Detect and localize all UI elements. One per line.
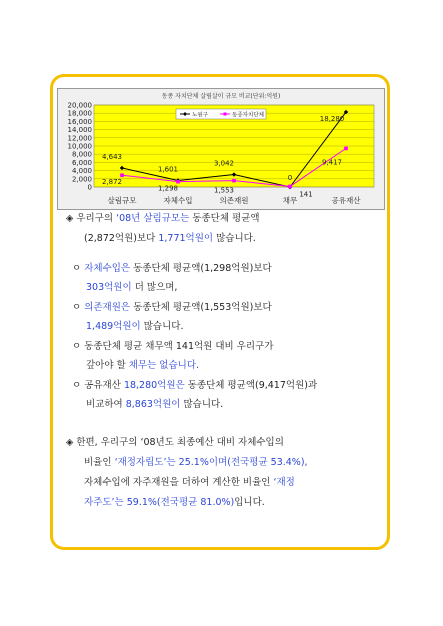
x-tick-label: 자체수입 bbox=[163, 196, 193, 205]
y-tick-label: 8,000 bbox=[71, 150, 92, 159]
paragraph-1-line-2 bbox=[84, 232, 256, 246]
paragraph-2-line-1 bbox=[72, 262, 272, 276]
text-segment: (2,872억원)보다 bbox=[84, 233, 159, 244]
text-segment: 많습니다. bbox=[140, 321, 184, 332]
x-tick-label: 공유재산 bbox=[331, 196, 361, 205]
text-segment: 많습니다. bbox=[213, 233, 256, 244]
paragraph-5-line-1 bbox=[72, 379, 317, 393]
line-chart bbox=[58, 89, 384, 209]
y-tick-label: 18,000 bbox=[67, 109, 92, 118]
text-segment: 자체수입에 자주재원을 더하여 계산한 비율인 bbox=[84, 477, 274, 488]
text-segment: ◈ 한편, 우리구의 ‘08년도 최종예산 대비 자체수입의 bbox=[66, 437, 284, 448]
highlight-text: 1,771억원이 bbox=[158, 233, 214, 244]
highlight-text: ‘재정 bbox=[273, 477, 295, 488]
paragraph-4-line-1 bbox=[72, 340, 273, 354]
y-tick-label: 16,000 bbox=[67, 117, 92, 126]
paragraph-5-line-2 bbox=[86, 398, 223, 412]
highlight-text: 8,863억원이 bbox=[125, 399, 181, 410]
data-label: 18,280 bbox=[319, 115, 345, 124]
highlight-text: 303억원이 bbox=[86, 282, 132, 293]
text-segment: 더 많으며, bbox=[131, 282, 178, 293]
data-label: 1,298 bbox=[157, 184, 179, 193]
y-tick-label: 6,000 bbox=[71, 158, 92, 167]
paragraph-3-line-2 bbox=[86, 320, 183, 334]
highlight-text: 자주도’는 59.1%(전국평균 81.0%) bbox=[84, 497, 235, 508]
data-point bbox=[232, 179, 236, 183]
highlight-text: 18,280억원은 bbox=[123, 380, 185, 391]
legend-label: 노원구 bbox=[192, 112, 208, 119]
paragraph-6-line-3 bbox=[84, 476, 295, 490]
y-tick-label: 0 bbox=[87, 183, 92, 192]
paragraph-6-line-2 bbox=[84, 456, 308, 470]
highlight-text: 자체수입은 bbox=[84, 263, 131, 274]
chart-area bbox=[57, 88, 385, 210]
text-segment: 동종단체 평균액 bbox=[189, 213, 260, 224]
y-tick-label: 12,000 bbox=[67, 134, 92, 143]
paragraph-6-line-4 bbox=[84, 496, 265, 510]
data-label: 1,553 bbox=[213, 186, 235, 195]
text-segment: ㅇ 공유재산 bbox=[72, 380, 124, 391]
x-tick-label: 의존재원 bbox=[219, 196, 249, 205]
legend-label: 동종자치단체 bbox=[232, 112, 264, 119]
legend-marker bbox=[224, 113, 227, 116]
data-label: 141 bbox=[299, 190, 313, 199]
data-point bbox=[176, 180, 180, 184]
paragraph-4-line-2 bbox=[86, 359, 199, 373]
data-point bbox=[288, 185, 292, 189]
text-segment: ◈ 우리구의 bbox=[66, 213, 117, 224]
paragraph-2-line-2 bbox=[86, 281, 177, 295]
text-segment: ㅇ 동종단체 평균 채무액 141억원 대비 우리구가 bbox=[72, 341, 274, 352]
paragraph-3-line-1 bbox=[72, 301, 272, 315]
x-tick-label: 살림규모 bbox=[107, 196, 137, 205]
text-segment: 동종단체 평균액(9,417억원)과 bbox=[184, 380, 318, 391]
data-label: 9,417 bbox=[321, 158, 343, 167]
text-segment: 비교하여 bbox=[86, 399, 126, 410]
text-segment: 많습니다. bbox=[180, 399, 224, 410]
highlight-text: ‘08년 살림규모는 bbox=[116, 213, 190, 224]
text-segment: 갚아야 할 bbox=[86, 360, 129, 371]
y-tick-label: 14,000 bbox=[67, 126, 92, 135]
text-segment: ㅇ bbox=[72, 302, 85, 313]
chart-title: 동종 자치단체 살림살이 규모 비교(단위:억원) bbox=[161, 93, 281, 100]
y-tick-label: 20,000 bbox=[67, 101, 92, 110]
text-segment: 동종단체 평균액(1,298억원)보다 bbox=[130, 263, 272, 274]
data-label: 3,042 bbox=[213, 159, 235, 168]
highlight-text: ‘재정자립도’는 25.1%이며(전국평균 53.4%), bbox=[114, 457, 308, 468]
data-label: 2,872 bbox=[101, 178, 123, 187]
highlight-text: 의존재원은 bbox=[84, 302, 131, 313]
data-point bbox=[120, 173, 124, 177]
data-label: 4,643 bbox=[101, 152, 123, 161]
highlight-text: 1,489억원이 bbox=[86, 321, 141, 332]
text-segment: 비율인 bbox=[84, 457, 115, 468]
y-tick-label: 10,000 bbox=[67, 142, 92, 151]
x-tick-label: 채무 bbox=[282, 196, 298, 205]
text-segment: 입니다. bbox=[234, 497, 265, 508]
y-tick-label: 4,000 bbox=[71, 167, 92, 176]
highlight-text: 채무는 없습니다. bbox=[128, 360, 200, 371]
y-tick-label: 2,000 bbox=[71, 175, 92, 184]
data-point bbox=[344, 147, 348, 151]
paragraph-1-line-1 bbox=[66, 212, 260, 226]
paragraph-6-line-1 bbox=[66, 436, 284, 450]
text-segment: 동종단체 평균액(1,553억원)보다 bbox=[130, 302, 272, 313]
data-label: 0 bbox=[287, 174, 293, 182]
data-label: 1,601 bbox=[157, 165, 179, 174]
text-segment: ㅇ bbox=[72, 263, 85, 274]
